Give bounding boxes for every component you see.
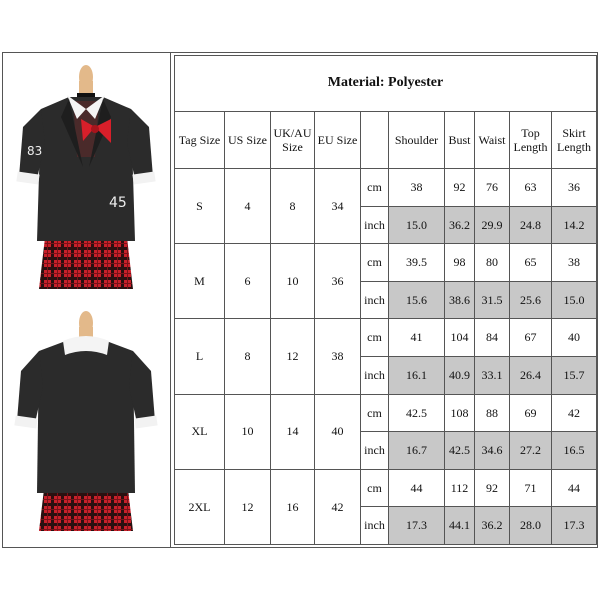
- top-length-inch-cell: 27.2: [510, 432, 552, 470]
- bust-cm-cell: 98: [445, 244, 475, 282]
- header-top-length: Top Length: [510, 112, 552, 169]
- waist-cm-cell: 92: [475, 469, 510, 507]
- waist-cm-cell: 76: [475, 169, 510, 207]
- bust-inch-cell: 38.6: [445, 281, 475, 319]
- header-us-size: US Size: [225, 112, 271, 169]
- skirt-length-cm-cell: 40: [552, 319, 597, 357]
- shoulder-cm-cell: 41: [389, 319, 445, 357]
- top-length-cm-cell: 69: [510, 394, 552, 432]
- shoulder-inch-cell: 17.3: [389, 507, 445, 545]
- eu-size-cell: 36: [315, 244, 361, 319]
- us-size-cell: 10: [225, 394, 271, 469]
- waist-cm-cell: 80: [475, 244, 510, 282]
- waist-inch-cell: 33.1: [475, 356, 510, 394]
- header-row: [175, 112, 597, 169]
- ukau-size-cell: 14: [271, 394, 315, 469]
- ukau-size-cell: 12: [271, 319, 315, 394]
- top-length-inch-cell: 25.6: [510, 281, 552, 319]
- top-length-inch-cell: 26.4: [510, 356, 552, 394]
- bust-cm-cell: 112: [445, 469, 475, 507]
- us-size-cell: 8: [225, 319, 271, 394]
- uniform-front-image: [11, 57, 161, 293]
- waist-cm-cell: 88: [475, 394, 510, 432]
- tag-size-cell: M: [175, 244, 225, 319]
- tag-size-cell: 2XL: [175, 469, 225, 544]
- shoulder-cm-cell: 44: [389, 469, 445, 507]
- header-bust: Bust: [445, 112, 475, 169]
- tag-size-cell: S: [175, 169, 225, 244]
- ukau-size-cell: 16: [271, 469, 315, 544]
- unit-label: inch: [361, 432, 389, 470]
- header-eu-size: EU Size: [315, 112, 361, 169]
- waist-inch-cell: 34.6: [475, 432, 510, 470]
- skirt-length-inch-cell: 15.7: [552, 356, 597, 394]
- top-length-cm-cell: 67: [510, 319, 552, 357]
- size-row-cm: [175, 469, 597, 507]
- uniform-back-image: [11, 303, 161, 539]
- skirt-length-cm-cell: 36: [552, 169, 597, 207]
- top-length-cm-cell: 71: [510, 469, 552, 507]
- shoulder-inch-cell: 15.0: [389, 206, 445, 244]
- tag-size-cell: L: [175, 319, 225, 394]
- top-length-inch-cell: 28.0: [510, 507, 552, 545]
- skirt-length-cm-cell: 42: [552, 394, 597, 432]
- svg-text:45: 45: [109, 195, 127, 211]
- bust-inch-cell: 42.5: [445, 432, 475, 470]
- waist-inch-cell: 31.5: [475, 281, 510, 319]
- tag-size-cell: XL: [175, 394, 225, 469]
- bust-inch-cell: 36.2: [445, 206, 475, 244]
- size-row-cm: [175, 319, 597, 357]
- shoulder-inch-cell: 16.1: [389, 356, 445, 394]
- header-ukau-size: UK/AU Size: [271, 112, 315, 169]
- size-chart: [2, 52, 598, 548]
- header-tag-size: Tag Size: [175, 112, 225, 169]
- bust-cm-cell: 104: [445, 319, 475, 357]
- us-size-cell: 6: [225, 244, 271, 319]
- unit-label: cm: [361, 469, 389, 507]
- eu-size-cell: 42: [315, 469, 361, 544]
- skirt-length-inch-cell: 15.0: [552, 281, 597, 319]
- size-row-cm: [175, 394, 597, 432]
- eu-size-cell: 38: [315, 319, 361, 394]
- waist-cm-cell: 84: [475, 319, 510, 357]
- eu-size-cell: 34: [315, 169, 361, 244]
- bust-inch-cell: 40.9: [445, 356, 475, 394]
- header-shoulder: Shoulder: [389, 112, 445, 169]
- unit-label: inch: [361, 206, 389, 244]
- top-length-cm-cell: 65: [510, 244, 552, 282]
- skirt-length-inch-cell: 17.3: [552, 507, 597, 545]
- top-length-inch-cell: 24.8: [510, 206, 552, 244]
- ukau-size-cell: 8: [271, 169, 315, 244]
- bust-inch-cell: 44.1: [445, 507, 475, 545]
- svg-text:83: 83: [27, 144, 43, 158]
- us-size-cell: 12: [225, 469, 271, 544]
- header-waist: Waist: [475, 112, 510, 169]
- material-title: Material: Polyester: [175, 56, 597, 112]
- skirt-length-inch-cell: 14.2: [552, 206, 597, 244]
- eu-size-cell: 40: [315, 394, 361, 469]
- skirt-length-inch-cell: 16.5: [552, 432, 597, 470]
- us-size-cell: 4: [225, 169, 271, 244]
- unit-label: inch: [361, 356, 389, 394]
- unit-label: inch: [361, 281, 389, 319]
- unit-label: cm: [361, 244, 389, 282]
- shoulder-inch-cell: 15.6: [389, 281, 445, 319]
- skirt-length-cm-cell: 38: [552, 244, 597, 282]
- size-row-cm: [175, 244, 597, 282]
- unit-label: inch: [361, 507, 389, 545]
- unit-label: cm: [361, 319, 389, 357]
- top-length-cm-cell: 63: [510, 169, 552, 207]
- bust-cm-cell: 108: [445, 394, 475, 432]
- header-unit: [361, 112, 389, 169]
- shoulder-inch-cell: 16.7: [389, 432, 445, 470]
- product-photos: [3, 53, 171, 547]
- ukau-size-cell: 10: [271, 244, 315, 319]
- unit-label: cm: [361, 169, 389, 207]
- size-row-cm: [175, 169, 597, 207]
- size-table: [174, 55, 597, 545]
- waist-inch-cell: 36.2: [475, 507, 510, 545]
- unit-label: cm: [361, 394, 389, 432]
- shoulder-cm-cell: 38: [389, 169, 445, 207]
- waist-inch-cell: 29.9: [475, 206, 510, 244]
- shoulder-cm-cell: 39.5: [389, 244, 445, 282]
- shoulder-cm-cell: 42.5: [389, 394, 445, 432]
- header-skirt-length: Skirt Length: [552, 112, 597, 169]
- bust-cm-cell: 92: [445, 169, 475, 207]
- skirt-length-cm-cell: 44: [552, 469, 597, 507]
